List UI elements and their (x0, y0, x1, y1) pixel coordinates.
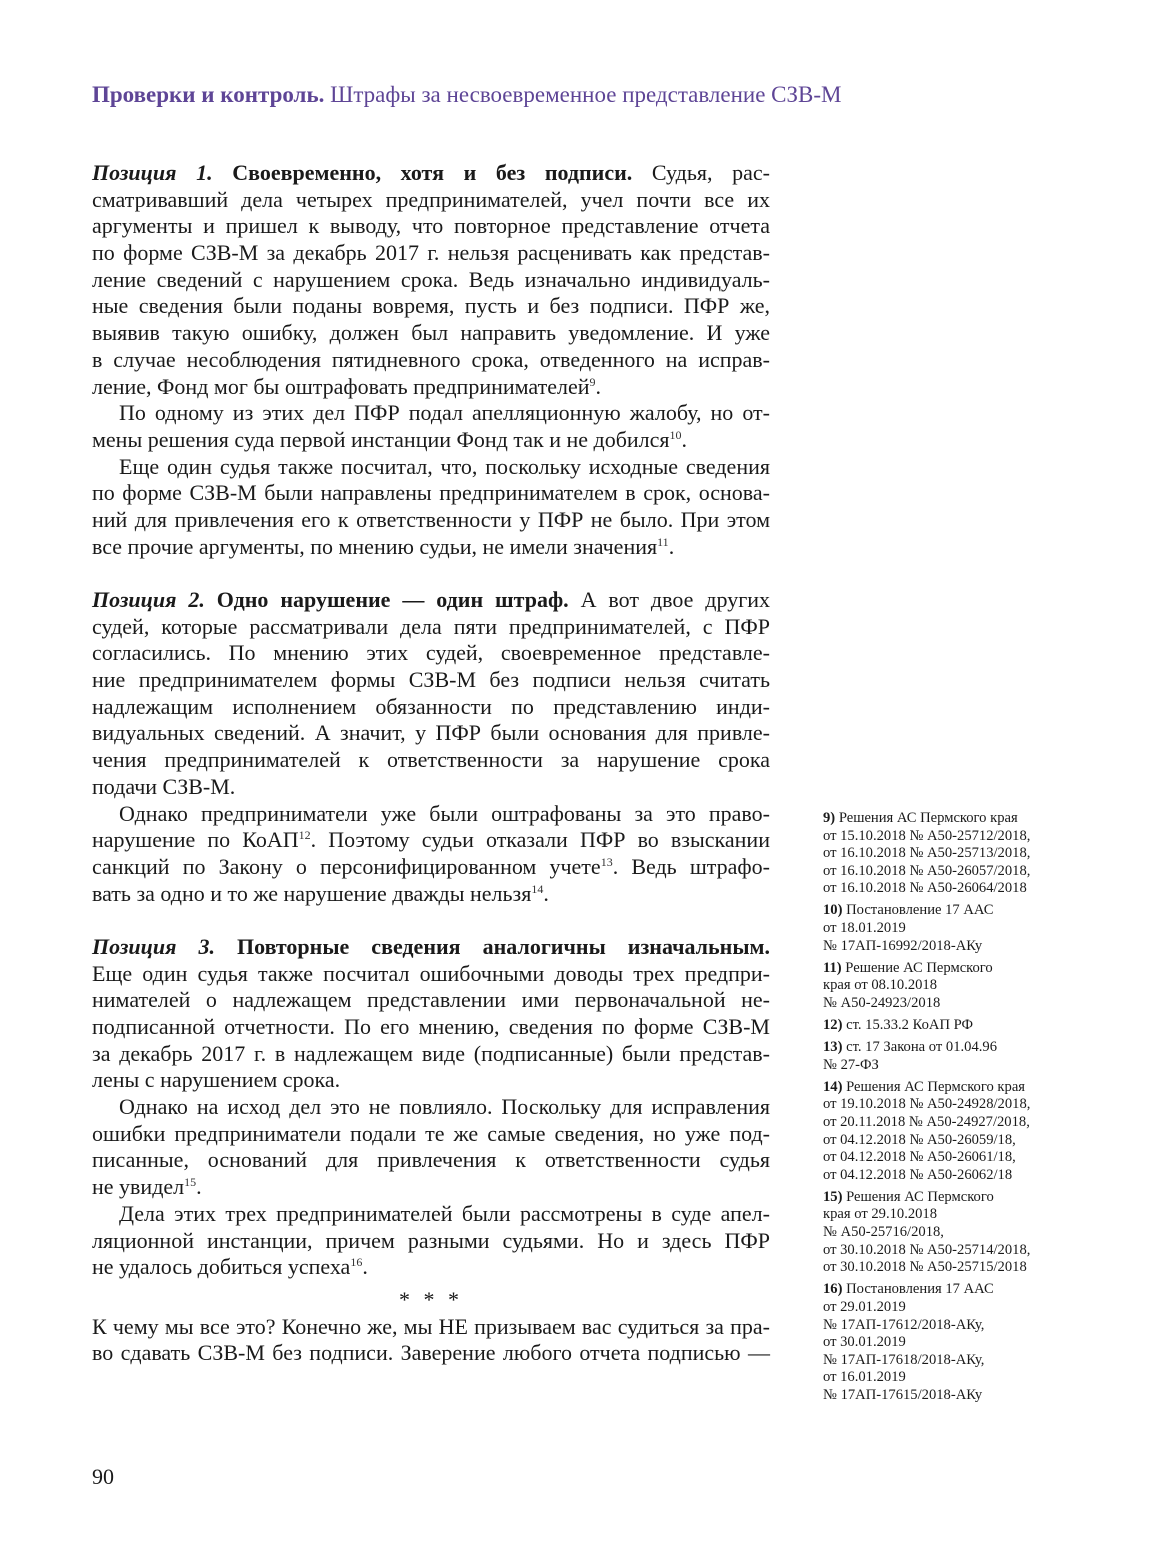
text-line (92, 1014, 770, 1041)
text-run: Однако на исход дел это не повлияло. Поскольку для исправления (119, 1094, 770, 1120)
text-run: К чему мы все это? Конечно же, мы НЕ призываем вас судиться за пра- (92, 1313, 770, 1339)
text-run: . (681, 426, 688, 452)
header-section: Проверки и контроль. (92, 82, 325, 107)
text-run: А вот двое других (568, 587, 770, 612)
footnote (823, 1079, 1030, 1185)
text-line (92, 427, 770, 454)
footnote (823, 1017, 1030, 1035)
text-line (92, 1041, 770, 1068)
footnote-number: 14) (823, 1078, 843, 1095)
text-run: ление, Фонд мог бы оштрафовать предпринимателей (92, 373, 590, 399)
text-run: по форме СЗВ-М были направлены предпринимателем в срок, основа- (92, 480, 770, 506)
page-number: 90 (92, 1464, 114, 1489)
footnote-line: края от 29.10.2018 (823, 1206, 938, 1223)
text-run: согласились. По мнению этих судей, своевременное представле- (92, 640, 770, 666)
text-line (92, 881, 770, 908)
footnote-number: 10) (823, 902, 843, 919)
footnotes (823, 810, 1030, 1409)
text-run: за декабрь 2017 г. в надлежащем виде (подписанные) были представ- (92, 1040, 770, 1066)
text-run: видуальных сведений. А значит, у ПФР были основания для привле- (92, 720, 770, 746)
footnote-line: от 30.01.2019 (823, 1334, 906, 1351)
header-title: Штрафы за несвоевременное представление СЗВ-М (324, 82, 842, 107)
footnote-line: 15) Решения АС Пермского (823, 1188, 994, 1205)
text-run: подписанной отчетности. По его мнению, сведения по форме СЗВ-М (92, 1014, 770, 1039)
text-line (92, 774, 770, 801)
text-run: ляционной инстанции, причем разными судьями. Но и здесь ПФР (92, 1227, 770, 1253)
text-run: не удалось добиться успеха (92, 1254, 351, 1280)
footnote-line: 9) Решения АС Пермского края (823, 810, 1018, 826)
paragraph (92, 801, 770, 908)
text-run: нарушение по КоАП (92, 827, 299, 853)
footnote-line: № 27-ФЗ (823, 1056, 879, 1073)
text-run: судей, которые рассматривали дела пяти предпринимателей, с ПФР (92, 613, 770, 639)
footnote (823, 1189, 1030, 1277)
footnote-line: 13) ст. 17 Закона от 01.04.96 (823, 1039, 997, 1056)
footnote-line: от 16.10.2018 № А50-26057/2018, (823, 862, 1031, 879)
text-run: . Поэтому судьи отказали ПФР во взыскании (310, 827, 770, 853)
text-run: ление сведений с нарушением срока. Ведь изначально индивидуаль- (92, 266, 770, 292)
footnote-number: 13) (823, 1039, 843, 1056)
text-run: по форме СЗВ-М за декабрь 2017 г. нельзя расценивать как представ- (92, 240, 770, 266)
text-run: . (362, 1254, 368, 1280)
footnote-line: 14) Решения АС Пермского края (823, 1078, 1026, 1095)
text-run: санкций по Закону о персонифицированном учете (92, 853, 601, 879)
footnote-ref: 13 (600, 854, 613, 869)
text-line (92, 187, 770, 214)
text-line (92, 1340, 770, 1367)
text-line (92, 1201, 770, 1228)
position-label: Позиция 3. (92, 933, 215, 959)
text-line (92, 801, 770, 828)
footnote-number: 15) (823, 1188, 843, 1205)
section-spacer (92, 560, 770, 587)
footnote (823, 1039, 1030, 1074)
text-line (92, 720, 770, 747)
text-run: Дела этих трех предпринимателей были рассмотрены в суде апел- (119, 1200, 770, 1226)
footnote-line: от 18.01.2019 (823, 920, 906, 937)
text-run: ний для привлечения его к ответственности у ПФР не было. При этом (92, 506, 770, 532)
text-run: не увидел (92, 1174, 185, 1200)
text-line (92, 534, 770, 561)
text-run: ние предпринимателем формы СЗВ-М без подписи нельзя считать (92, 667, 770, 693)
text-line (92, 347, 770, 374)
footnote (823, 902, 1030, 955)
text-run: выявив такую ошибку, должен был направить уведомление. И уже (92, 320, 770, 346)
footnote-number: 11) (823, 959, 842, 976)
footnote (823, 810, 1030, 898)
text-line (92, 480, 770, 507)
text-run: аргументы и пришел к выводу, что повторное представление отчета (92, 213, 770, 239)
footnote-line: № 17АП-17618/2018-АКу, (823, 1351, 985, 1368)
footnote-line: № 17АП-17615/2018-АКу (823, 1386, 983, 1403)
text-run: Однако предприниматели уже были оштрафованы за это право- (119, 800, 770, 826)
text-line (92, 1174, 770, 1201)
position-heading: Одно нарушение — один штраф. (204, 587, 569, 612)
paragraph (92, 1314, 770, 1367)
text-line (92, 694, 770, 721)
text-line (92, 747, 770, 774)
section-spacer (92, 907, 770, 934)
footnote-line: от 16.10.2018 № А50-26064/2018 (823, 880, 1027, 897)
text-run: писанные, оснований для привлечения к ответственности судья (92, 1147, 770, 1173)
footnote-line: 12) ст. 15.33.2 КоАП РФ (823, 1017, 974, 1034)
footnote-line: № 17АП-17612/2018-АКу, (823, 1316, 985, 1333)
text-line (92, 667, 770, 694)
footnote-line: от 16.01.2019 (823, 1369, 906, 1386)
text-line (92, 374, 770, 401)
text-line (92, 1314, 770, 1341)
text-run: ные сведения были поданы вовремя, пусть и без подписи. ПФР же, (92, 293, 770, 319)
text-line (92, 1067, 770, 1094)
footnote-line: от 19.10.2018 № А50-24928/2018, (823, 1096, 1031, 1113)
text-run: . (196, 1174, 202, 1200)
text-line (92, 1121, 770, 1148)
footnote-ref: 15 (184, 1175, 197, 1190)
text-line (92, 267, 770, 294)
paragraph (92, 934, 770, 1094)
position-label: Позиция 1. (92, 160, 213, 185)
text-line (92, 827, 770, 854)
running-header (92, 82, 842, 108)
footnote-ref: 14 (531, 881, 544, 896)
footnote-ref: 10 (669, 427, 682, 442)
text-run: во сдавать СЗВ-М без подписи. Заверение любого отчета подписью — (92, 1340, 770, 1366)
footnote (823, 960, 1030, 1013)
text-line (92, 213, 770, 240)
text-run: . (595, 373, 602, 399)
footnote-number: 12) (823, 1017, 843, 1034)
text-line (92, 1094, 770, 1121)
text-line (92, 293, 770, 320)
paragraph (92, 160, 770, 400)
footnote-line: от 04.12.2018 № А50-26062/18 (823, 1166, 1013, 1183)
paragraph (92, 454, 770, 561)
paragraph (92, 400, 770, 453)
footnote-line: от 15.10.2018 № А50-25712/2018, (823, 827, 1031, 844)
footnote-line: 11) Решение АС Пермского (823, 959, 993, 976)
footnote-line: от 30.10.2018 № А50-25715/2018 (823, 1259, 1027, 1276)
position-heading: Повторные сведения аналогичны изначальным. (214, 933, 770, 959)
text-run: чения предпринимателей к ответственности за нарушение срока (92, 747, 770, 773)
text-line (92, 400, 770, 427)
footnote-line: от 04.12.2018 № А50-26061/18, (823, 1149, 1016, 1166)
text-line (92, 934, 770, 961)
paragraph (92, 1201, 770, 1281)
text-run: Еще один судья также посчитал ошибочными доводы трех предпри- (92, 960, 770, 986)
text-run: надлежащим исполнением обязанности по представлению инди- (92, 693, 770, 719)
paragraph (92, 1094, 770, 1201)
text-run: все прочие аргументы, по мнению судьи, не имели значения (92, 533, 658, 559)
footnote-number: 16) (823, 1281, 843, 1298)
footnote-line: 10) Постановление 17 ААС (823, 902, 994, 919)
position-label: Позиция 2. (92, 587, 205, 612)
text-run: . (543, 880, 549, 906)
footnote-line: № А50-24923/2018 (823, 994, 941, 1011)
text-line (92, 854, 770, 881)
main-text (92, 160, 770, 1367)
text-line (92, 1147, 770, 1174)
text-run: подачи СЗВ-М. (92, 773, 236, 799)
text-line (92, 1254, 770, 1281)
text-run: ошибки предприниматели подали те же самые сведения, но уже под- (92, 1120, 770, 1146)
text-line (92, 640, 770, 667)
footnote-number: 9) (823, 810, 836, 826)
footnote-line: от 16.10.2018 № А50-25713/2018, (823, 845, 1031, 862)
text-run: мены решения суда первой инстанции Фонд так и не добился (92, 426, 670, 452)
text-line (92, 160, 770, 187)
text-line (92, 987, 770, 1014)
text-run: сматривавший дела четырех предпринимателей, учел почти все их (92, 186, 770, 212)
text-run: в случае несоблюдения пятидневного срока, отведенного на исправ- (92, 346, 770, 372)
footnote (823, 1281, 1030, 1404)
text-line (92, 240, 770, 267)
text-run: нимателей о надлежащем представлении ими первоначальной не- (92, 987, 770, 1013)
text-run: По одному из этих дел ПФР подал апелляционную жалобу, но от- (119, 400, 770, 426)
text-line (92, 454, 770, 481)
footnote-ref: 11 (657, 534, 669, 549)
text-run: Судья, рас- (632, 160, 770, 185)
text-line (92, 1228, 770, 1255)
text-run: . Ведь штрафо- (612, 853, 771, 879)
text-line (92, 320, 770, 347)
text-line (92, 614, 770, 641)
footnote-line: от 30.10.2018 № А50-25714/2018, (823, 1241, 1031, 1258)
footnote-line: № А50-25716/2018, (823, 1224, 944, 1241)
text-run: лены с нарушением срока. (92, 1067, 341, 1093)
text-run: Еще один судья также посчитал, что, поскольку исходные сведения (119, 453, 770, 479)
footnote-line: от 20.11.2018 № А50-24927/2018, (823, 1114, 1030, 1130)
footnote-line: от 04.12.2018 № А50-26059/18, (823, 1131, 1016, 1148)
footnote-line: от 29.01.2019 (823, 1298, 906, 1315)
footnote-ref: 12 (298, 828, 311, 843)
footnote-line: края от 08.10.2018 (823, 977, 938, 994)
paragraph (92, 587, 770, 801)
text-line (92, 507, 770, 534)
footnote-line: № 17АП-16992/2018-АКу (823, 937, 983, 954)
footnote-ref: 9 (589, 374, 596, 389)
text-line (92, 961, 770, 988)
text-line (92, 587, 770, 614)
section-divider: * * * (399, 1286, 463, 1312)
footnote-line: 16) Постановления 17 ААС (823, 1281, 994, 1298)
position-heading: Своевременно, хотя и без подписи. (212, 160, 633, 185)
footnote-ref: 16 (350, 1255, 363, 1270)
text-run: . (668, 533, 675, 559)
text-run: вать за одно и то же нарушение дважды нельзя (92, 880, 532, 906)
